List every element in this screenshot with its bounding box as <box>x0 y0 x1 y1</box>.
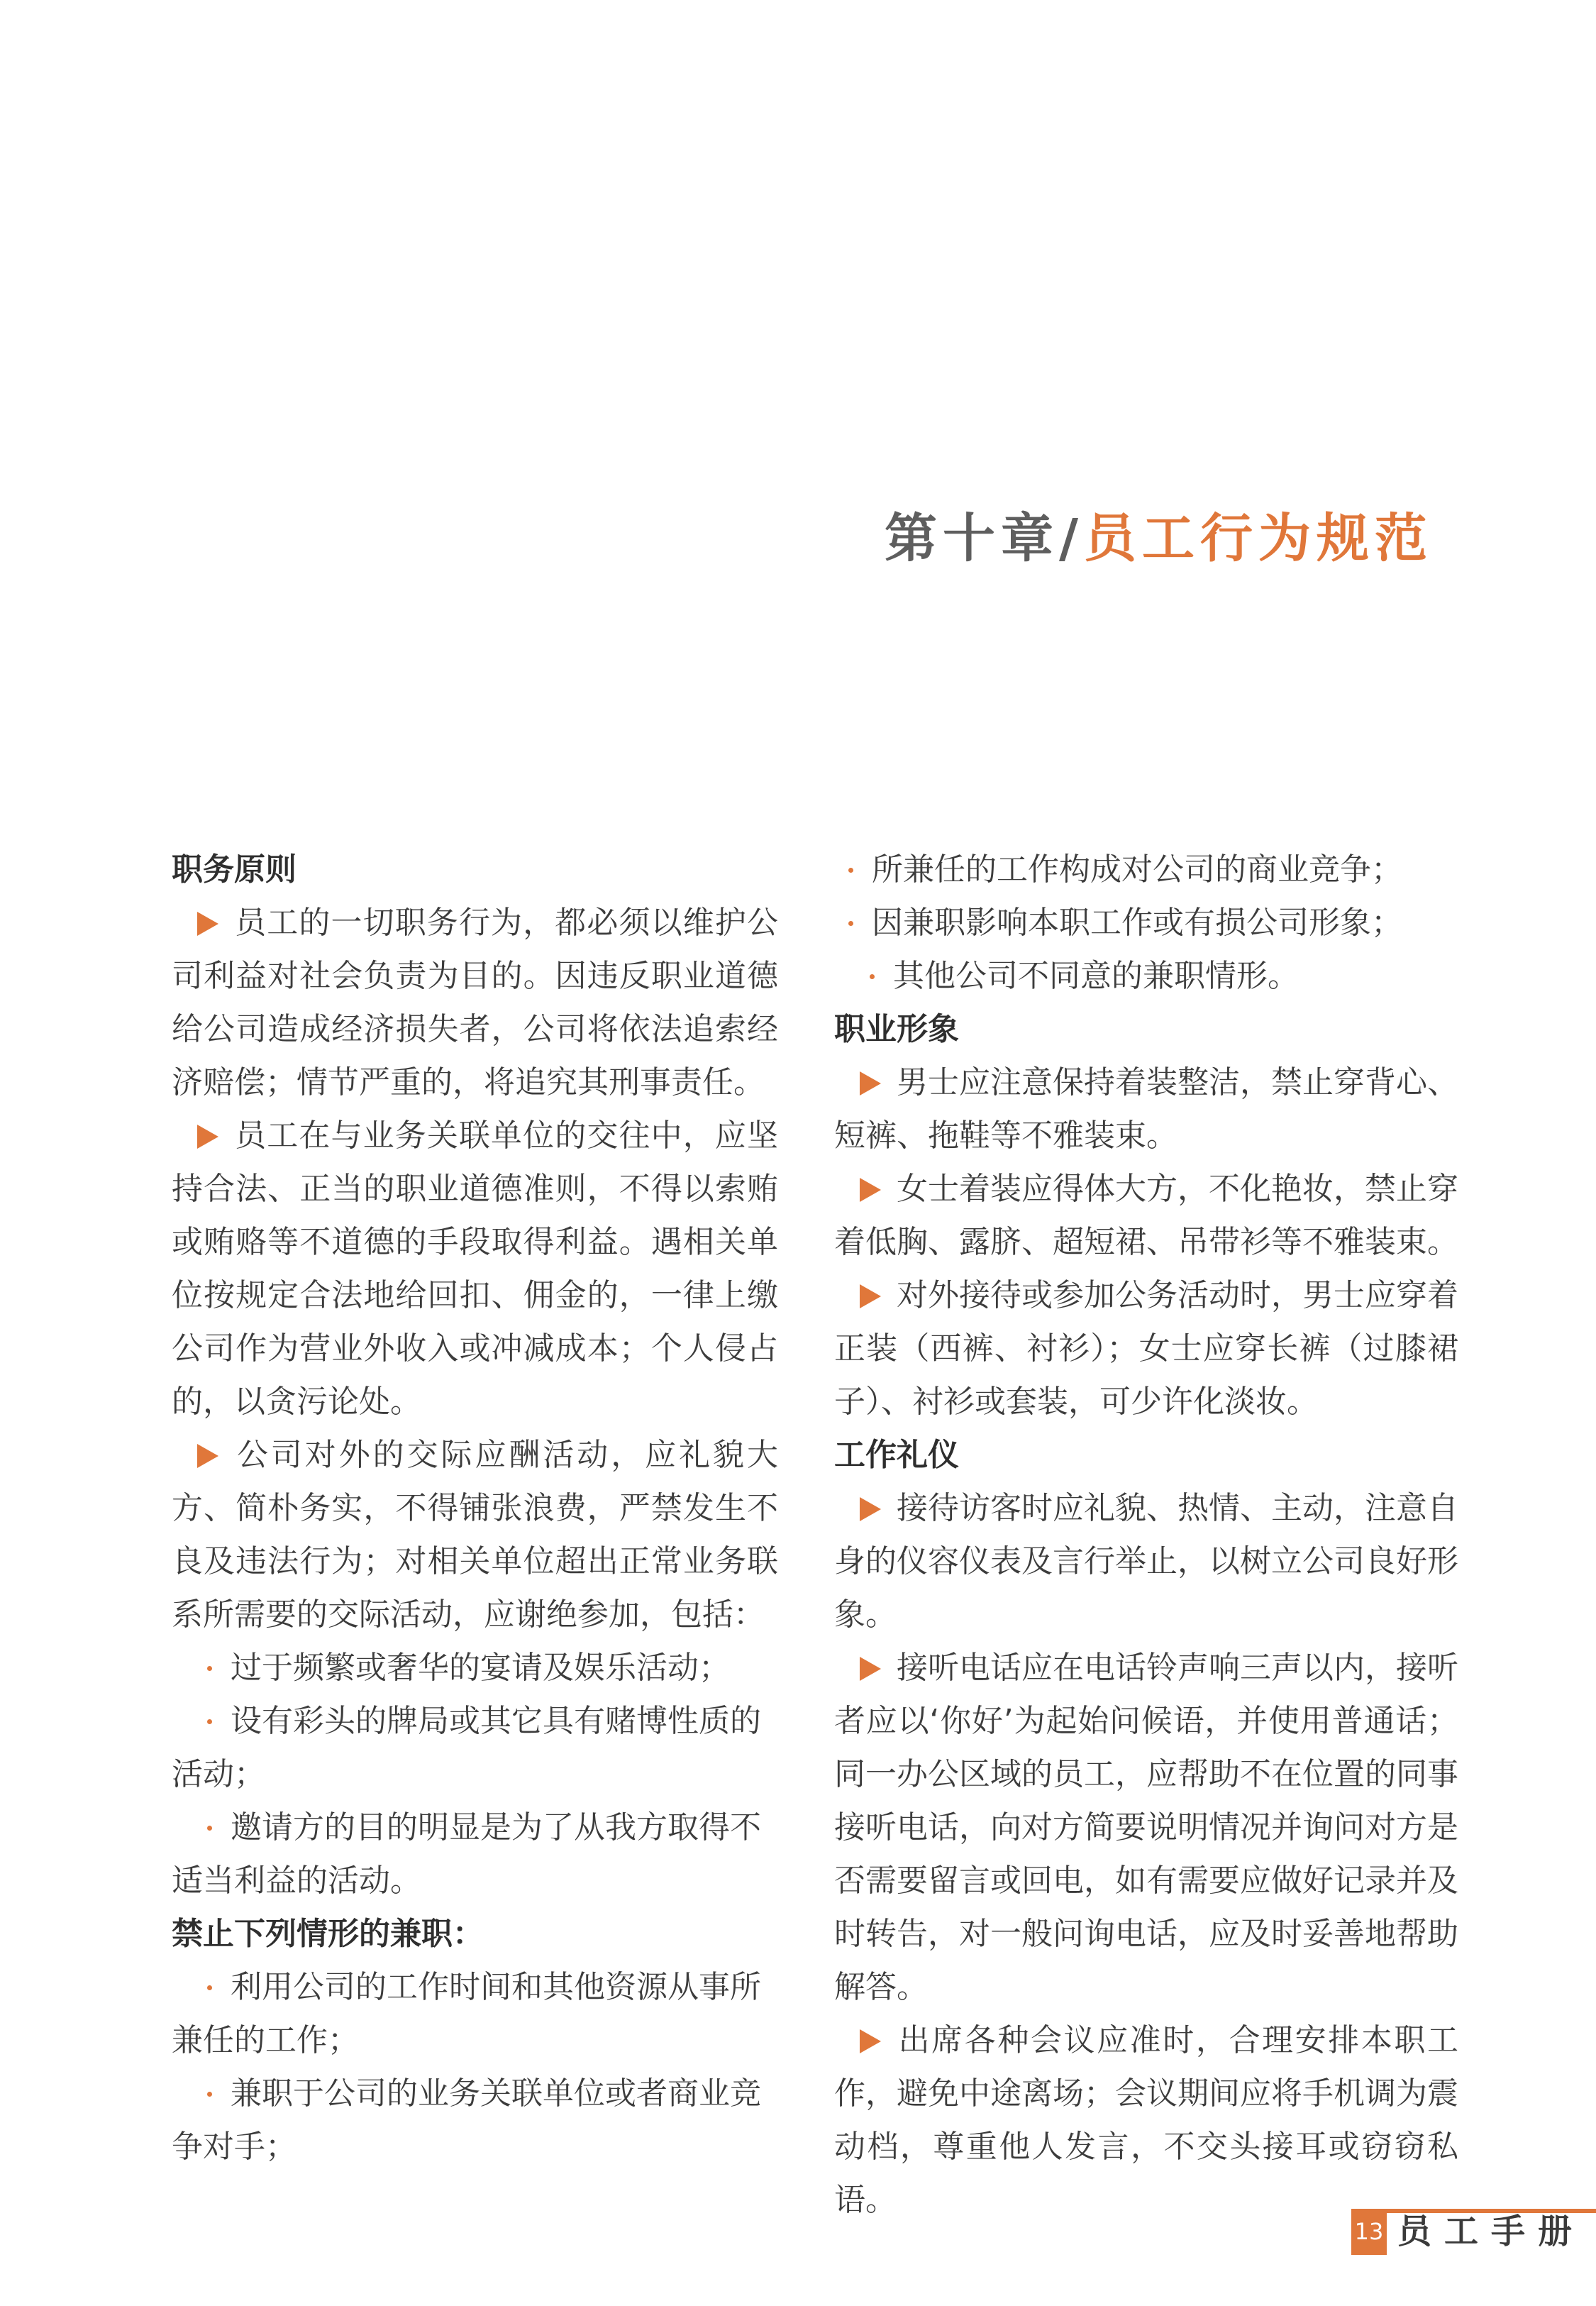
triangle-bullet-icon <box>197 1444 218 1468</box>
dot-bullet-icon <box>207 1826 212 1831</box>
list-item <box>172 1641 778 1694</box>
list-item-text: 所兼任的工作构成对公司的商业竞争； <box>872 851 1402 888</box>
paragraph-text: 公司对外的交际应酬活动，应礼貌大方、简朴务实，不得铺张浪费，严禁发生不良及违法行为；对相关单位超出正常业务联系所需要的交际活动，应谢绝参加，包括： <box>172 1437 778 1633</box>
list-item-text: 设有彩头的牌局或其它具有赌博性质的活动； <box>172 1703 761 1792</box>
footer-label: 员工手册 <box>1397 2212 1585 2251</box>
list-item-text: 其他公司不同意的兼职情形。 <box>893 958 1299 994</box>
dot-bullet-icon <box>870 974 875 979</box>
chapter-title <box>885 497 1433 572</box>
paragraph <box>834 1641 1458 2014</box>
paragraph <box>834 1269 1458 1428</box>
list-item <box>172 1960 778 2067</box>
list-item <box>172 1694 778 1801</box>
dot-bullet-icon <box>207 1719 212 1724</box>
dot-bullet-icon <box>848 868 853 873</box>
triangle-bullet-icon <box>860 1497 881 1521</box>
paragraph <box>834 1162 1458 1269</box>
chapter-number: 第十章 <box>884 508 1059 569</box>
dot-bullet-icon <box>207 2092 212 2097</box>
paragraph-text: 出席各种会议应准时，合理安排本职工作，避免中途离场；会议期间应将手机调为震动档，尊重他人发言，不交头接耳或窃窃私语。 <box>834 2022 1458 2218</box>
list-item <box>172 2067 778 2173</box>
list-item-text: 因兼职影响本职工作或有损公司形象； <box>872 905 1402 941</box>
triangle-bullet-icon <box>197 912 218 936</box>
left-column <box>172 843 778 2173</box>
triangle-bullet-icon <box>860 1657 881 1681</box>
right-column <box>834 843 1458 2227</box>
list-item <box>834 843 1458 896</box>
section-heading-duty-principles: 职务原则 <box>172 851 297 888</box>
paragraph-text: 对外接待或参加公务活动时，男士应穿着正装（西裤、衬衫）；女士应穿长裤（过膝裙子）、衬衫或套装，可少许化淡妆。 <box>834 1277 1458 1420</box>
chapter-slash: / <box>1058 508 1084 569</box>
triangle-bullet-icon <box>860 2029 881 2053</box>
triangle-bullet-icon <box>860 1178 881 1202</box>
triangle-bullet-icon <box>860 1071 881 1096</box>
dot-bullet-icon <box>848 921 853 926</box>
paragraph <box>172 896 778 1109</box>
list-item <box>172 1801 778 1907</box>
triangle-bullet-icon <box>860 1284 881 1308</box>
list-item-text: 过于频繁或奢华的宴请及娱乐活动； <box>231 1650 730 1686</box>
section-heading-prohibited-part-time: 禁止下列情形的兼职： <box>172 1916 484 1952</box>
section-heading-professional-image: 职业形象 <box>834 1011 959 1047</box>
dot-bullet-icon <box>207 1985 212 1990</box>
list-item-text: 兼职于公司的业务关联单位或者商业竞争对手； <box>172 2075 761 2165</box>
paragraph <box>834 2014 1458 2227</box>
paragraph-text: 女士着装应得体大方，不化艳妆，禁止穿着低胸、露脐、超短裙、吊带衫等不雅装束。 <box>834 1171 1458 1260</box>
paragraph <box>834 1056 1458 1162</box>
paragraph-text: 接听电话应在电话铃声响三声以内，接听者应以‘你好’为起始问候语，并使用普通话；同一办公区域的员工，应帮助不在位置的同事接听电话，向对方简要说明情况并询问对方是否需要留言或回电，如有需要应做好记录并及时转告，对一般问询电话，应及时妥善地帮助解答。 <box>834 1650 1458 2005</box>
paragraph <box>172 1428 778 1641</box>
paragraph-text: 员工在与业务关联单位的交往中，应坚持合法、正当的职业道德准则，不得以索贿或贿赂等不道德的手段取得利益。遇相关单位按规定合法地给回扣、佣金的，一律上缴公司作为营业外收入或冲减成本；个人侵占的，以贪污论处。 <box>172 1118 778 1420</box>
paragraph-text: 男士应注意保持着装整洁，禁止穿背心、短裤、拖鞋等不雅装束。 <box>834 1064 1458 1154</box>
chapter-name: 员工行为规范 <box>1084 508 1433 569</box>
paragraph-text: 员工的一切职务行为，都必须以维护公司利益对社会负责为目的。因违反职业道德给公司造成经济损失者，公司将依法追索经济赔偿；情节严重的，将追究其刑事责任。 <box>172 905 778 1100</box>
paragraph <box>172 1109 778 1428</box>
section-heading-work-etiquette: 工作礼仪 <box>834 1437 959 1473</box>
paragraph-text: 接待访客时应礼貌、热情、主动，注意自身的仪容仪表及言行举止，以树立公司良好形象。 <box>834 1490 1458 1633</box>
paragraph <box>834 1482 1458 1641</box>
dot-bullet-icon <box>207 1666 212 1671</box>
list-item-text: 利用公司的工作时间和其他资源从事所兼任的工作； <box>172 1969 761 2058</box>
list-item <box>834 949 1458 1003</box>
list-item <box>834 896 1458 949</box>
triangle-bullet-icon <box>197 1125 218 1149</box>
list-item-text: 邀请方的目的明显是为了从我方取得不适当利益的活动。 <box>172 1809 761 1899</box>
page-number: 13 <box>1351 2209 1387 2255</box>
